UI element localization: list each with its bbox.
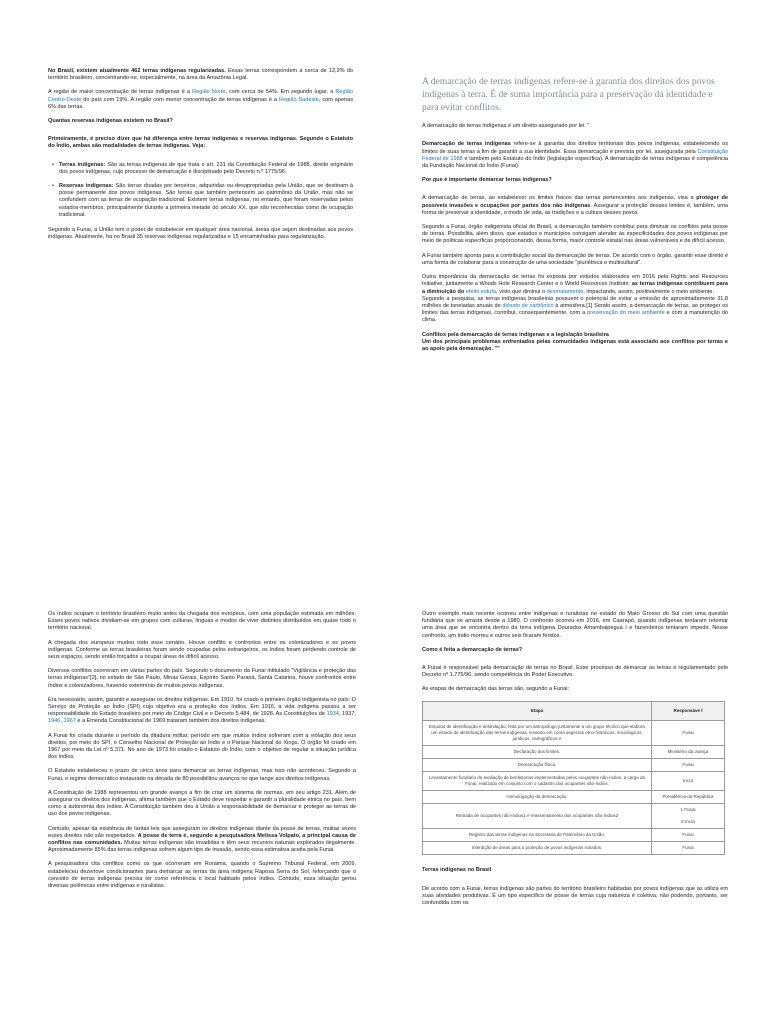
table-cell-etapa: Levantamento fundiário de avaliação de benfeitorias implementadas pelos ocupantes não-índios, a cargo da Funai, realizado em conjunto com o cadastro dos ocupantes não-índios.	[423, 771, 652, 790]
table-cell-etapa: Declaração dos limites.	[423, 745, 652, 758]
table-row	[423, 791, 725, 804]
link-constituicao-1967[interactable]: 1967	[63, 718, 76, 725]
link-efeito-estufa[interactable]: efeito estufa	[465, 288, 497, 295]
table-row	[423, 804, 725, 829]
paragraph: A Funai é responsável pela demarcação de terras no Brasil. Esse processo de demarcar as terras é regulamentado pelo Decreto nº 1.775/96, sendo competência do Poder Executivo.	[422, 665, 728, 679]
responsavel-line: 2 Incra	[681, 819, 695, 825]
text-run: , visto que diminui o	[496, 288, 547, 295]
bullet-icon: •	[52, 161, 54, 168]
paragraph: A pesquisadora cita conflitos como os que ocorreram em Roraima, quando o Supremo Tribunal Federal, em 2009, estabeleceu dezenove condicionantes para demarcar as terras da área indígena Raposa Serra do Sol, reforçando que o conceito de terras indígenas precisa ter como referência o local habitado pelos índios. Contudo, essa situação gerou diversas polêmicas entre indígenas e ruralistas.	[48, 861, 356, 890]
table-cell-etapa: Estudos de identificação e delimitação, feita por um antropólogo juntamente a um grupo técnico que elabora um estudo de identificação das terras indígenas, levando em conta aspectos etno-históricos, sociológicos, jurídicos, cartográficos e	[423, 720, 652, 745]
text-run: . Assegurar a proteção desses limites é, também, uma forma de preservar a identidade, o modo de vida, as tradições e a cultura desses povos.	[422, 202, 728, 216]
paragraph	[422, 274, 728, 296]
table-cell-etapa: Homologação da demarcação.	[423, 791, 652, 804]
paragraph: Diversos conflitos ocorreram em várias partes do país. Segundo o documento da Funai intitulado "Vigilância e proteção das terras indígenas"[2], no estado de São Paulo, Minas Gerais, Espírito Santo Paraná, Santa Catarina, houve confrontos entre índios e colonizadores, havendo extermínio de muitos povos indígenas.	[48, 668, 356, 689]
paragraph	[48, 697, 356, 726]
section-question: Quantas reservas indígenas existem no Brasil?	[48, 118, 173, 125]
paragraph: De acordo com a Funai, terras indígenas são partes do território brasileiro habitadas por povos indígenas que as utiliza em suas atividades produtivas. É um tipo específico de posse de terras cuja natureza é coletiva, não podendo, portanto, ser confundida com os	[422, 885, 728, 906]
responsavel-line: 1 Funai	[680, 807, 696, 813]
bold-run: proteger de possíveis invasões e ocupações por partes dos não indígenas	[422, 195, 728, 209]
list-item	[52, 161, 353, 176]
bold-lead: No Brasil, existem atualmente 462 terras indígenas regularizadas.	[48, 68, 226, 74]
paragraph: Segundo a Funai, a União tem o poder de estabelecer em qualquer área nacional, áreas que sejam destinadas aos povos indígenas. Atualmente, há no Brasil 35 reservas indígenas regularizadas e 15 encaminhadas para regularização.	[48, 227, 353, 241]
table-cell-responsavel: Ministério da Justiça	[652, 745, 725, 758]
table-row	[423, 771, 725, 790]
list-item-text: São as terras indígenas de que trata o art. 231 da Constituição Federal de 1988, direito originário dos povos indígenas, cujo processo de demarcação é disciplinado pelo Decreto n.º 1775/96.	[59, 161, 353, 175]
list-item-label: Terras indígenas:	[59, 161, 106, 168]
bold-lead: Demarcação de terras indígenas	[422, 141, 511, 148]
text-run: A região de maior concentração de terras indígenas é a	[48, 89, 193, 96]
text-run: e a Emenda Constitucional de 1969 trataram também dos direitos indígenas.	[75, 718, 267, 725]
text-run: e também pelo Estatuto do Índio (legislação específica). A demarcação de terras indígenas é competência da Fundação Nacional do Índio (Funai).	[422, 155, 728, 170]
table-cell-etapa: Registro das terras indígenas na Secretaria de Patrimônio da União.	[423, 829, 652, 842]
paragraph-bold: Um dos principais problemas enfrentados pelas comunidades indígenas está associado aos conflitos por terras e ao apoio pela demarcação. ""	[422, 338, 728, 352]
section-question: Por que é importante demarcar terras indígenas?	[422, 177, 552, 184]
table-cell-responsavel: Presidência da República	[652, 791, 725, 804]
text-run: Contudo, apesar da existência de tantas leis que asseguram os direitos indígenas diante da posse de terras, muitas vezes esses direitos não são respeitados.	[48, 825, 356, 839]
paragraph	[422, 141, 728, 170]
table-row	[423, 745, 725, 758]
link-preservacao-meio-ambiente[interactable]: preservação do meio ambiente	[587, 310, 665, 317]
definition-list	[48, 162, 353, 219]
paragraph: A Constituição de 1988 representou um grande avanço a fim de criar um sistema de normas, em seu artigo 231. Além de assegurar os direitos dos indígenas, afirma também que o Estado deve respeitar e garantir a pluralidade étnica no país, bem como a autonomia dos índios. A Constituição também deu à União a responsabilidade de demarcar e proteger as terras de uso dos povos indígenas.	[48, 789, 356, 818]
table-cell-responsavel: Funai	[652, 829, 725, 842]
text-run: do país com 19%. A região com menor concentração de terras indígenas é a	[81, 96, 279, 103]
paragraph	[422, 195, 728, 217]
bullet-icon: •	[52, 183, 54, 190]
page-top-right	[422, 76, 728, 466]
table-cell-responsavel: Incra	[652, 771, 725, 790]
section-heading: Terras indígenas no Brasil	[422, 867, 492, 874]
page-bottom-right	[422, 611, 728, 1024]
bold-run: as terras indígenas contribuem para a diminuição do	[422, 281, 728, 295]
subtitle: A demarcação de terras indígenas é um direito assegurado por lei. "	[422, 123, 590, 130]
text-run: à atmosfera.[1] Sendo assim, a demarcação de terras, ao proteger os limites das terras indígenas, contribui, consequentemente, com a	[422, 302, 728, 317]
page-bottom-left	[48, 611, 356, 1024]
text-run: refere-se à garantia dos direitos territoriais dos povos indígenas, estabelecendo os limites de suas terras a fim de garantir a sua identidade. Essa demarcação é prevista por lei, assegurada pela	[422, 141, 728, 155]
text-run: , com apenas 6% das terras.	[48, 96, 353, 110]
list-item-label: Reservas indígenas:	[59, 183, 114, 190]
table-row	[423, 720, 725, 745]
text-run: Outra importância da demarcação de terras foi exposta por estudos elaborados em 2016 pela Rights and Resources Initiative, juntamente a Woods Hole Research Center e o World Resources Institute:	[422, 274, 728, 288]
paragraph: Os índios ocupam o território brasileiro muito antes da chegada dos europeus, com uma população estimada em milhões. Esses povos nativos dividiam-se em grupos com culturas, línguas e modos de viver distintos distribuídos em quase todo o território nacional.	[48, 611, 356, 632]
link-regiao-centro-oeste[interactable]: Região Centro-Oeste	[48, 89, 353, 103]
link-constituicao[interactable]: Constituição Federal de 1988	[422, 148, 728, 162]
table-cell-responsavel: Funai	[652, 842, 725, 855]
paragraph	[48, 826, 356, 855]
link-regiao-norte[interactable]: Região Norte	[192, 89, 226, 96]
text-run: , impactando, assim, positivamente o meio ambiente.	[583, 288, 715, 295]
table-cell-responsavel	[652, 804, 725, 829]
section-heading: Conflitos pela demarcação de terras indígenas e a legislação brasileira	[422, 331, 609, 338]
table-header-responsavel: Responsáve l	[652, 701, 725, 720]
link-constituicao-1946[interactable]: 1946	[48, 718, 61, 725]
table-header-row	[423, 701, 725, 720]
paragraph: A chegada dos europeus mudou todo esse cenário. Houve conflito e confrontos entre os colonizadores e os povos indígenas. Conforme as terras brasileiras foram sendo ocupadas pelos estrangeiros, os índios foram perdendo controle de seus espaços, sendo então forçados a ocupar áreas de difícil acesso.	[48, 639, 356, 661]
text-run: Essas terras correspondem a cerca de 12,2% do território brasileiro, concentrando-se, especialmente, na área da Amazônia Legal.	[48, 68, 353, 82]
bold-run: A posse de terra é, segundo a pesquisadora Melissa Volpato, a principal causa de conflitos nas comunidades.	[48, 832, 356, 847]
paragraph: Segundo a Funai, órgão indigenista oficial do Brasil, a demarcação também contribui para diminuir os conflitos pela posse de terras. Possibilita, além disso, que estados e municípios consigam atender às especificidades dos povos indígenas por meio de políticas específicas proporcionando, dessa forma, maior controle estatal nas áreas vulneráveis e de difícil acesso.	[422, 224, 728, 245]
table-cell-responsavel: Funai	[652, 720, 725, 745]
paragraph: O Estatuto estabeleceu o prazo de cinco anos para demarcar as terras indígenas, mas isso não aconteceu. Segundo a Funai, o regime democrático instaurado na década de 80 possibilitou avanços no que tange aos direitos indígenas.	[48, 768, 356, 782]
link-dioxido-carbonico[interactable]: dióxido de carbônico	[502, 302, 554, 309]
link-desmatamento[interactable]: desmatamento	[546, 288, 584, 295]
text-run: Muitas terras indígenas são invadidas e têm seus recursos naturais explorados ilegalmente. Aproximadamente 85% das terras indígenas sofrem algum tipo de invasão, sendo essa estimativa aceita pela Funai.	[48, 840, 356, 854]
text-run: Segundo a pesquisa, as terras indígenas brasileiras possuem o potencial de evitar a emissão de aproximadamente 31,8 milhões de toneladas anuais de	[422, 295, 728, 309]
table-header-etapa: Etapa	[423, 701, 652, 720]
paragraph	[48, 89, 353, 111]
text-run: e com a manutenção do clima.	[422, 310, 728, 324]
table-cell-etapa: Interdição de áreas para a proteção de povos indígenas isolados.	[423, 842, 652, 855]
paragraph	[422, 296, 728, 325]
link-regiao-sudeste[interactable]: Região Sudeste	[278, 96, 319, 103]
paragraph: Outro exemplo mais recente ocorreu entre indígenas e ruralistas no estado do Mato Grosso do Sul com uma questão fundiária que se arrasta desde a 1980. O confronto ocorreu em 2016, em Caarapó, quando indígenas tentaram retomar uma área que se encontra dentro da terra indígena Dourados Amambaipeguá I e fazendeiros tentaram impedir. Nesse confronto, um índio morreu e outros seis ficaram feridos.	[422, 611, 728, 639]
paragraph: A Funai foi criada durante o período da ditadura militar, período em que muitos índios sofreram com a violação dos seus direitos, por meio do SPI, o Conselho Nacional de Proteção ao Índio e o Parque Nacional do Xingu. O órgão foi criado em 1967 por meio da Lei nº 5.371. No ano de 1973 foi criado o Estatuto do Índio, com o objetivo de regular a situação jurídica dos índios.	[48, 732, 356, 761]
list-item-text: São terras doadas por terceiros, adquiridas ou desapropriadas pela União, que se destinam à posse permanente dos povos indígenas. São terras que também pertencem ao patrimônio da União, mas não se confundem com as terras de ocupação tradicional. Existem terras indígenas, no entanto, que foram reservadas pelos estados-membros, principalmente durante a primeira metade do século XX, que são reconhecidas como de ocupação tradicional.	[59, 183, 353, 218]
table-cell-responsavel: Funai	[652, 758, 725, 771]
demarcation-steps-table	[422, 701, 725, 856]
table-row	[423, 842, 725, 855]
text-run: , com cerca de 54%. Em segundo lugar, a	[225, 89, 336, 96]
page-top-left	[48, 68, 353, 358]
paragraph: As etapas de demarcação das terras são, segundo a Funai:	[422, 686, 570, 693]
paragraph-bold: Primeiramente, é preciso dizer que há diferença entre terras indígenas e reservas indígenas. Segundo o Estatuto do Índio, ambas são modalidades de terras indígenas. Veja:	[48, 136, 353, 150]
text-run: ,	[60, 718, 64, 725]
text-run: , 1937,	[338, 711, 356, 718]
table-cell-etapa: Demarcação física.	[423, 758, 652, 771]
paragraph: A Funai também aponta para a contribuição social da demarcação de terras. De acordo com o órgão, garantir esse direito é uma forma de colaborar para a construção de uma sociedade "pluriétnica e multicultural".	[422, 252, 728, 266]
text-run: Era necessário, assim, garantir e assegurar os direitos indígenas. Em 1910, foi criado o primeiro órgão indigenista no país: O Serviço de Proteção ao Índio (SPI) cujo objetivo era a proteção dos índios. Em 1916, a vida indígena passou a ser responsabilidade do Estado brasileiro por meio do Código Civil e o Decreto 5.484, de 1928. As Constituições de	[48, 696, 356, 718]
article-heading: A demarcação de terras indígenas refere-se à garantia dos direitos dos povos indígenas à terra. É de suma importância para a preservação da identidade e para evitar conflitos.	[422, 76, 715, 113]
link-constituicao-1934[interactable]: 1934	[326, 711, 339, 718]
table-row	[423, 829, 725, 842]
paragraph	[48, 68, 353, 82]
table-row	[423, 758, 725, 771]
table-cell-etapa: Retirada de ocupantes não-índios1 e reassentamento dos ocupantes não-índios2	[423, 804, 652, 829]
section-question: Como é feita a demarcação de terras?	[422, 646, 523, 653]
text-run: A demarcação de terras, ao estabelecer os limites físicos das terras pertencentes aos indígenas, visa a	[422, 195, 697, 202]
list-item	[52, 183, 353, 219]
